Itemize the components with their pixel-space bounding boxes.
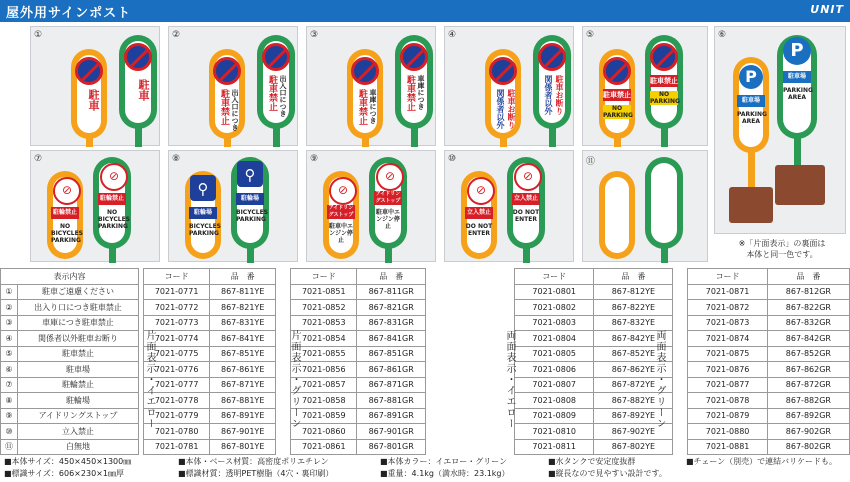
part-double-green: 867-832GR — [767, 315, 849, 331]
part-double-yellow: 867-902YE — [594, 424, 673, 440]
sign-subtext: 車庫につき — [417, 75, 425, 110]
sign-subtext: 出入口につき — [279, 75, 287, 117]
row-number: ⑦ — [1, 377, 18, 393]
table-row — [1, 424, 426, 440]
header-part: 品 番 — [594, 269, 673, 285]
table-row — [500, 408, 850, 424]
code-single-green: 7021-0858 — [291, 393, 357, 409]
table-row — [500, 377, 850, 393]
part-single-yellow: 867-841YE — [210, 331, 276, 347]
sign-subtext: NO BICYCLES PARKING — [98, 209, 130, 230]
header-part: 品 番 — [767, 269, 849, 285]
table-row — [500, 331, 850, 347]
part-single-green: 867-821GR — [357, 300, 426, 316]
row-content: 立入禁止 — [18, 424, 139, 440]
part-double-yellow: 867-822YE — [594, 300, 673, 316]
code-double-yellow: 7021-0807 — [515, 377, 594, 393]
table-row — [500, 439, 850, 455]
row-number: ⑩ — [1, 424, 18, 440]
product-panel-6 — [714, 26, 846, 234]
code-single-yellow: 7021-0780 — [144, 424, 210, 440]
table-row — [500, 300, 850, 316]
spec-board-size: ■標識サイズ：606×230×1㎜厚 — [4, 469, 124, 478]
product-panel-11 — [582, 150, 708, 262]
no-car-icon: ⊘ — [329, 177, 357, 205]
feature-visibility: ■縦長なので見やすい設計です。 — [548, 469, 667, 478]
row-number: ⑥ — [1, 362, 18, 378]
sign-banner: 駐輪禁止 — [98, 193, 126, 205]
sign-subtext: 駐車お断り — [507, 89, 516, 129]
feature-chain: ■チェーン（別売）で連結バリケードも。 — [686, 457, 837, 466]
row-content: 関係者以外駐車お断り — [18, 331, 139, 347]
part-single-green: 867-841GR — [357, 331, 426, 347]
no-parking-icon — [400, 43, 428, 71]
code-double-yellow: 7021-0801 — [515, 284, 594, 300]
sign-subtext: BICYCLES PARKING — [236, 209, 268, 223]
no-parking-icon — [75, 57, 103, 85]
sign-subtext: NO PARKING — [650, 91, 680, 105]
product-panel-4 — [444, 26, 574, 146]
code-single-yellow: 7021-0773 — [144, 315, 210, 331]
green-sign — [645, 157, 683, 249]
sign-banner: 立入禁止 — [465, 207, 493, 219]
spec-table-right — [500, 268, 850, 455]
weighted-base — [775, 165, 825, 205]
brand-logo: UNIT — [810, 3, 844, 16]
sign-subtext: PARKING AREA — [737, 111, 767, 125]
group-label-double-green: 両面表示・グリーン — [654, 330, 665, 429]
sign-subtext: NO BICYCLES PARKING — [51, 223, 83, 244]
code-single-yellow: 7021-0781 — [144, 439, 210, 455]
row-number: ② — [1, 300, 18, 316]
product-panel-9 — [306, 150, 436, 262]
code-double-yellow: 7021-0804 — [515, 331, 594, 347]
no-bicycle-icon: ⊘ — [53, 177, 81, 205]
part-double-yellow: 867-862YE — [594, 362, 673, 378]
sign-subtext: BICYCLES PARKING — [189, 223, 221, 237]
part-single-yellow: 867-831YE — [210, 315, 276, 331]
sign-text: 駐車 — [87, 89, 100, 111]
code-double-green: 7021-0876 — [688, 362, 767, 378]
table-row — [1, 393, 426, 409]
sign-text: 関係者以外 — [496, 89, 505, 129]
sign-text: 駐車禁止 — [219, 89, 229, 125]
code-single-green: 7021-0859 — [291, 408, 357, 424]
code-single-yellow: 7021-0772 — [144, 300, 210, 316]
part-single-green: 867-871GR — [357, 377, 426, 393]
sign-subtext: 駐車お断り — [555, 75, 564, 115]
sign-text: 駐車禁止 — [267, 75, 277, 111]
code-double-green: 7021-0874 — [688, 331, 767, 347]
table-row — [1, 408, 426, 424]
code-double-green: 7021-0873 — [688, 315, 767, 331]
part-single-green: 867-891GR — [357, 408, 426, 424]
note-line-2: 本体と同一色です。 — [746, 250, 818, 259]
sign-banner: 駐輪場 — [189, 207, 217, 219]
part-double-green: 867-872GR — [767, 377, 849, 393]
header-spacer — [673, 269, 688, 285]
row-number: ⑨ — [1, 408, 18, 424]
row-content: 駐車禁止 — [18, 346, 139, 362]
spec-weight: ■重量：4.1kg（満水時：23.1kg） — [380, 469, 510, 478]
spec-size: ■本体サイズ：450×450×1300㎜ — [4, 457, 132, 466]
code-double-green: 7021-0879 — [688, 408, 767, 424]
no-parking-icon — [538, 43, 566, 71]
product-panel-1 — [30, 26, 160, 146]
no-parking-icon — [262, 43, 290, 71]
row-content: 駐車場 — [18, 362, 139, 378]
panel-number: ④ — [448, 30, 457, 40]
code-single-green: 7021-0861 — [291, 439, 357, 455]
part-double-yellow: 867-872YE — [594, 377, 673, 393]
part-double-green: 867-822GR — [767, 300, 849, 316]
code-single-yellow: 7021-0774 — [144, 331, 210, 347]
no-parking-icon — [603, 57, 631, 85]
panel-number: ⑧ — [172, 154, 181, 164]
part-single-yellow: 867-881YE — [210, 393, 276, 409]
code-single-green: 7021-0854 — [291, 331, 357, 347]
table-row — [500, 315, 850, 331]
row-content: 白無地 — [18, 439, 139, 455]
sign-subtext: PARKING AREA — [783, 87, 813, 101]
code-single-green: 7021-0851 — [291, 284, 357, 300]
sign-banner: 駐車場 — [737, 95, 765, 107]
product-panel-2 — [168, 26, 298, 146]
code-double-yellow: 7021-0803 — [515, 315, 594, 331]
panel-number: ① — [34, 30, 43, 40]
sign-banner: 立入禁止 — [512, 193, 540, 205]
group-label-double-yellow: 両面表示・イエロー — [504, 330, 515, 429]
panel-number: ⑤ — [586, 30, 595, 40]
table-row — [500, 362, 850, 378]
part-double-green: 867-882GR — [767, 393, 849, 409]
table-row — [500, 424, 850, 440]
part-single-green: 867-861GR — [357, 362, 426, 378]
sign-text: 駐車 — [137, 79, 150, 101]
panel-number: ⑪ — [586, 157, 596, 167]
table-row — [500, 393, 850, 409]
part-single-green: 867-851GR — [357, 346, 426, 362]
weighted-base — [729, 187, 773, 223]
parking-p-icon: P — [783, 37, 811, 65]
part-double-green: 867-902GR — [767, 424, 849, 440]
row-content: 車庫につき駐車禁止 — [18, 315, 139, 331]
no-parking-icon — [213, 57, 241, 85]
code-single-green: 7021-0860 — [291, 424, 357, 440]
part-double-green: 867-862GR — [767, 362, 849, 378]
header-code: コード — [688, 269, 767, 285]
part-double-green: 867-852GR — [767, 346, 849, 362]
group-label-single-yellow: 片面表示・イエロー — [144, 330, 155, 429]
header-part: 品 番 — [357, 269, 426, 285]
spec-sign-material: ■標識材質：透明PET樹脂（4穴・裏印刷） — [178, 469, 334, 478]
code-single-green: 7021-0852 — [291, 300, 357, 316]
code-double-yellow: 7021-0806 — [515, 362, 594, 378]
part-single-green: 867-881GR — [357, 393, 426, 409]
table-row — [1, 315, 426, 331]
parking-p-icon: P — [739, 65, 763, 89]
code-double-green: 7021-0881 — [688, 439, 767, 455]
no-parking-icon — [124, 43, 152, 71]
header-spacer — [276, 269, 291, 285]
group-label-single-green: 片面表示・グリーン — [289, 330, 300, 429]
part-single-yellow: 867-851YE — [210, 346, 276, 362]
table-row — [1, 346, 426, 362]
spec-color: ■本体カラー：イエロー・グリーン — [380, 457, 508, 466]
no-entry-person-icon: ⊘ — [514, 163, 542, 191]
part-double-yellow: 867-852YE — [594, 346, 673, 362]
table-row — [500, 284, 850, 300]
sign-banner: アイドリングストップ — [328, 205, 354, 218]
code-double-green: 7021-0872 — [688, 300, 767, 316]
sign-text: 駐車禁止 — [405, 75, 415, 111]
row-content: 出入り口につき駐車禁止 — [18, 300, 139, 316]
sign-subtext: 駐車中エンジン停止 — [328, 223, 353, 244]
panel-number: ⑩ — [448, 154, 457, 164]
row-content: 駐輪場 — [18, 393, 139, 409]
no-parking-icon — [489, 57, 517, 85]
no-parking-icon — [351, 57, 379, 85]
spec-material: ■本体・ベース材質：高密度ポリエチレン — [178, 457, 329, 466]
part-single-green: 867-801GR — [357, 439, 426, 455]
row-number: ③ — [1, 315, 18, 331]
row-number: ① — [1, 284, 18, 300]
no-parking-icon — [650, 43, 678, 71]
code-single-yellow: 7021-0775 — [144, 346, 210, 362]
page-header — [0, 0, 850, 22]
sign-subtext: 駐車中エンジン停止 — [375, 209, 400, 230]
no-car-icon: ⊘ — [376, 163, 404, 191]
table-row — [1, 284, 426, 300]
part-double-yellow: 867-812YE — [594, 284, 673, 300]
table-row — [500, 346, 850, 362]
code-double-yellow: 7021-0808 — [515, 393, 594, 409]
no-entry-person-icon: ⊘ — [467, 177, 495, 205]
product-panel-10 — [444, 150, 574, 262]
no-bicycle-icon: ⊘ — [100, 163, 128, 191]
part-single-green: 867-831GR — [357, 315, 426, 331]
part-double-yellow: 867-802YE — [594, 439, 673, 455]
yellow-sign — [599, 171, 635, 259]
product-panel-3 — [306, 26, 436, 146]
sign-text: 関係者以外 — [544, 75, 553, 115]
part-single-yellow: 867-891YE — [210, 408, 276, 424]
part-double-green: 867-802GR — [767, 439, 849, 455]
header-part: 品 番 — [210, 269, 276, 285]
part-double-yellow: 867-892YE — [594, 408, 673, 424]
code-double-green: 7021-0877 — [688, 377, 767, 393]
table-row — [1, 439, 426, 455]
bicycle-icon: ⚲ — [190, 175, 216, 201]
product-panel-8 — [168, 150, 298, 262]
code-single-green: 7021-0856 — [291, 362, 357, 378]
code-single-yellow: 7021-0778 — [144, 393, 210, 409]
sign-banner: 駐輪禁止 — [51, 207, 79, 219]
code-single-green: 7021-0853 — [291, 315, 357, 331]
header-spacer — [500, 269, 515, 285]
row-content: 駐車ご遠慮ください — [18, 284, 139, 300]
note-line-1: ※「片面表示」の裏面は — [738, 239, 826, 248]
table-row — [1, 377, 426, 393]
part-single-yellow: 867-801YE — [210, 439, 276, 455]
sign-subtext: DO NOT ENTER — [512, 209, 540, 223]
sign-subtext: 出入口につき — [231, 89, 239, 131]
back-side-note — [716, 238, 848, 260]
code-single-green: 7021-0855 — [291, 346, 357, 362]
part-single-green: 867-811GR — [357, 284, 426, 300]
part-double-yellow: 867-832YE — [594, 315, 673, 331]
header-content: 表示内容 — [1, 269, 139, 285]
part-single-yellow: 867-821YE — [210, 300, 276, 316]
code-single-yellow: 7021-0779 — [144, 408, 210, 424]
sign-banner: 駐車場 — [783, 71, 811, 83]
part-single-yellow: 867-861YE — [210, 362, 276, 378]
code-double-yellow: 7021-0805 — [515, 346, 594, 362]
header-code: コード — [144, 269, 210, 285]
part-double-yellow: 867-842YE — [594, 331, 673, 347]
bicycle-icon: ⚲ — [237, 161, 263, 187]
sign-subtext: DO NOT ENTER — [465, 223, 493, 237]
code-single-yellow: 7021-0771 — [144, 284, 210, 300]
sign-banner: 駐車禁止 — [650, 77, 678, 85]
row-number: ⑤ — [1, 346, 18, 362]
sign-subtext: NO PARKING — [603, 105, 633, 119]
part-single-green: 867-901GR — [357, 424, 426, 440]
part-double-yellow: 867-882YE — [594, 393, 673, 409]
row-content: アイドリングストップ — [18, 408, 139, 424]
code-double-yellow: 7021-0810 — [515, 424, 594, 440]
panel-number: ② — [172, 30, 181, 40]
part-single-yellow: 867-871YE — [210, 377, 276, 393]
row-number: ⑧ — [1, 393, 18, 409]
code-double-green: 7021-0878 — [688, 393, 767, 409]
spec-table-left — [0, 268, 426, 455]
panel-number: ⑨ — [310, 154, 319, 164]
code-double-yellow: 7021-0809 — [515, 408, 594, 424]
panel-number: ③ — [310, 30, 319, 40]
code-double-green: 7021-0880 — [688, 424, 767, 440]
sign-banner: アイドリングストップ — [375, 191, 401, 204]
product-panel-7 — [30, 150, 160, 262]
feature-tank: ■水タンクで安定度抜群 — [548, 457, 636, 466]
part-double-green: 867-892GR — [767, 408, 849, 424]
table-row — [1, 331, 426, 347]
table-row — [1, 300, 426, 316]
sign-subtext: 車庫につき — [369, 89, 377, 124]
sign-banner: 駐輪場 — [236, 193, 264, 205]
row-number: ④ — [1, 331, 18, 347]
row-content: 駐輪禁止 — [18, 377, 139, 393]
part-single-yellow: 867-811YE — [210, 284, 276, 300]
part-single-yellow: 867-901YE — [210, 424, 276, 440]
code-single-yellow: 7021-0777 — [144, 377, 210, 393]
code-single-green: 7021-0857 — [291, 377, 357, 393]
part-double-green: 867-842GR — [767, 331, 849, 347]
header-code: コード — [515, 269, 594, 285]
code-double-yellow: 7021-0811 — [515, 439, 594, 455]
product-panel-5 — [582, 26, 708, 146]
code-single-yellow: 7021-0776 — [144, 362, 210, 378]
sign-banner: 駐車禁止 — [603, 91, 631, 99]
sign-text: 駐車禁止 — [357, 89, 367, 125]
panel-number: ⑥ — [718, 30, 727, 40]
header-code: コード — [291, 269, 357, 285]
panel-number: ⑦ — [34, 154, 43, 164]
code-double-green: 7021-0871 — [688, 284, 767, 300]
part-double-green: 867-812GR — [767, 284, 849, 300]
row-number: ⑪ — [1, 439, 18, 455]
code-double-yellow: 7021-0802 — [515, 300, 594, 316]
page-title: 屋外用サインポスト — [6, 6, 132, 21]
code-double-green: 7021-0875 — [688, 346, 767, 362]
table-row — [1, 362, 426, 378]
